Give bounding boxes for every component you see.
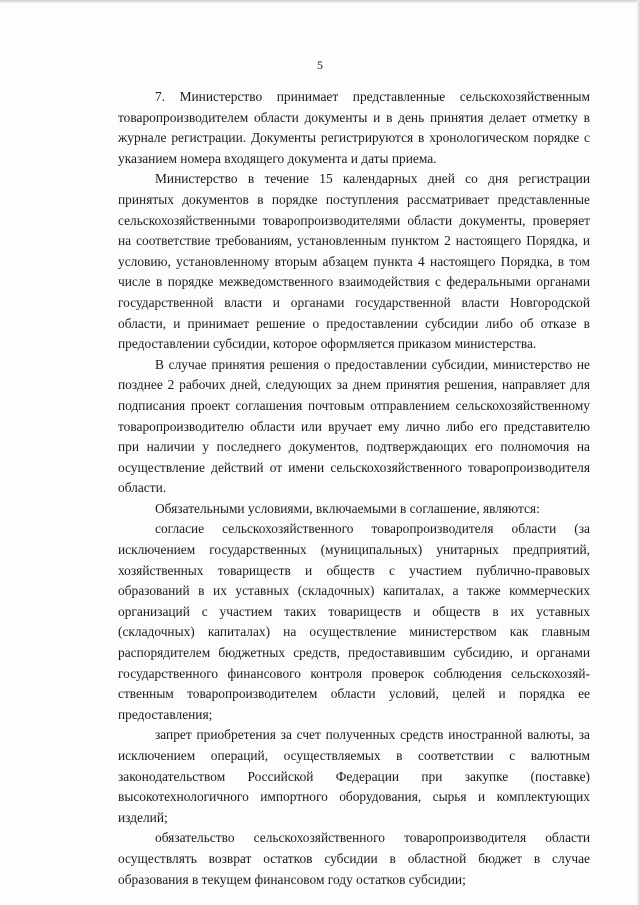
document-body <box>118 87 590 890</box>
paragraph-registration: 7. Министерство принимает представленные сельскохозяйственным товаропроизводителем области документы и в день принятия делает отметку в журнале регистрации. Документы регистрируются в хронологическом порядке с указанием номера входящего документа и даты приема. <box>118 89 590 166</box>
page-number: 5 <box>317 58 323 72</box>
paragraph-condition-currency: запрет приобретения за счет полученных средств иностранной валюты, за исключением операций, осуществляемых в соответствии с валютным законодательством Российской Федерации при закупке (поставке) высокотехнологичного импортного оборудования, сырья и комплектующих изделий; <box>118 727 590 825</box>
paragraph-review: Министерство в течение 15 календарных дней со дня регистрации принятых документов в порядке поступления рассматривает представленные сельскохозяйственными товаропроизводителями области документы, проверяет на соответствие требованиям, установленным пунктом 2 настоящего Порядка, и условию, установленному вторым абзацем пункта 4 настоящего Порядка, в том числе в порядке межведомственного взаимодействия с федеральными органами государственной власти и органами государственной власти Новгородской области, и принимает решение о предоставлении субсидии либо об отказе в предоставлении субсидии, которое оформляется приказом министерства. <box>118 171 590 352</box>
paragraph-condition-refund: обязательство сельскохозяйственного товаропроизводителя области осуществлять возврат остатков субсидии в областной бюджет в случае образования в текущем финансовом году остатков субсидии; <box>118 830 590 887</box>
scan-top-edge <box>0 0 640 3</box>
paragraph-condition-consent: согласие сельскохозяйственного товаропроизводителя области (за исключением государственных (муниципальных) унитарных предприятий, хозяйственных товариществ и обществ с участием публично-правовых образований в их уставных (складочных) капиталах, а также коммерческих организаций с участием таких товариществ и обществ в их уставных (складочных) капиталах) на осуществление министерством как главным распорядителем бюджетных средств, предоставившим субсидию, и органами государственного финансового контроля проверок соблюдения сельскохозяй-ственным товаропроизводителем области условий, целей и порядка ее предоставления; <box>118 521 590 722</box>
paragraph-agreement: В случае принятия решения о предоставлении субсидии, министерство не позднее 2 рабочих дней, следующих за днем принятия решения, направляет для подписания проект соглашения почтовым отправлением сельскохозяйственному товаропроизводителю области или вручает ему лично либо его представителю при наличии у последнего документов, подтверждающих его полномочия на осуществление действий от имени сельскохозяйственного товаропроизводителя области. <box>118 356 590 496</box>
paragraph-conditions-intro: Обязательными условиями, включаемыми в соглашение, являются: <box>155 500 540 516</box>
